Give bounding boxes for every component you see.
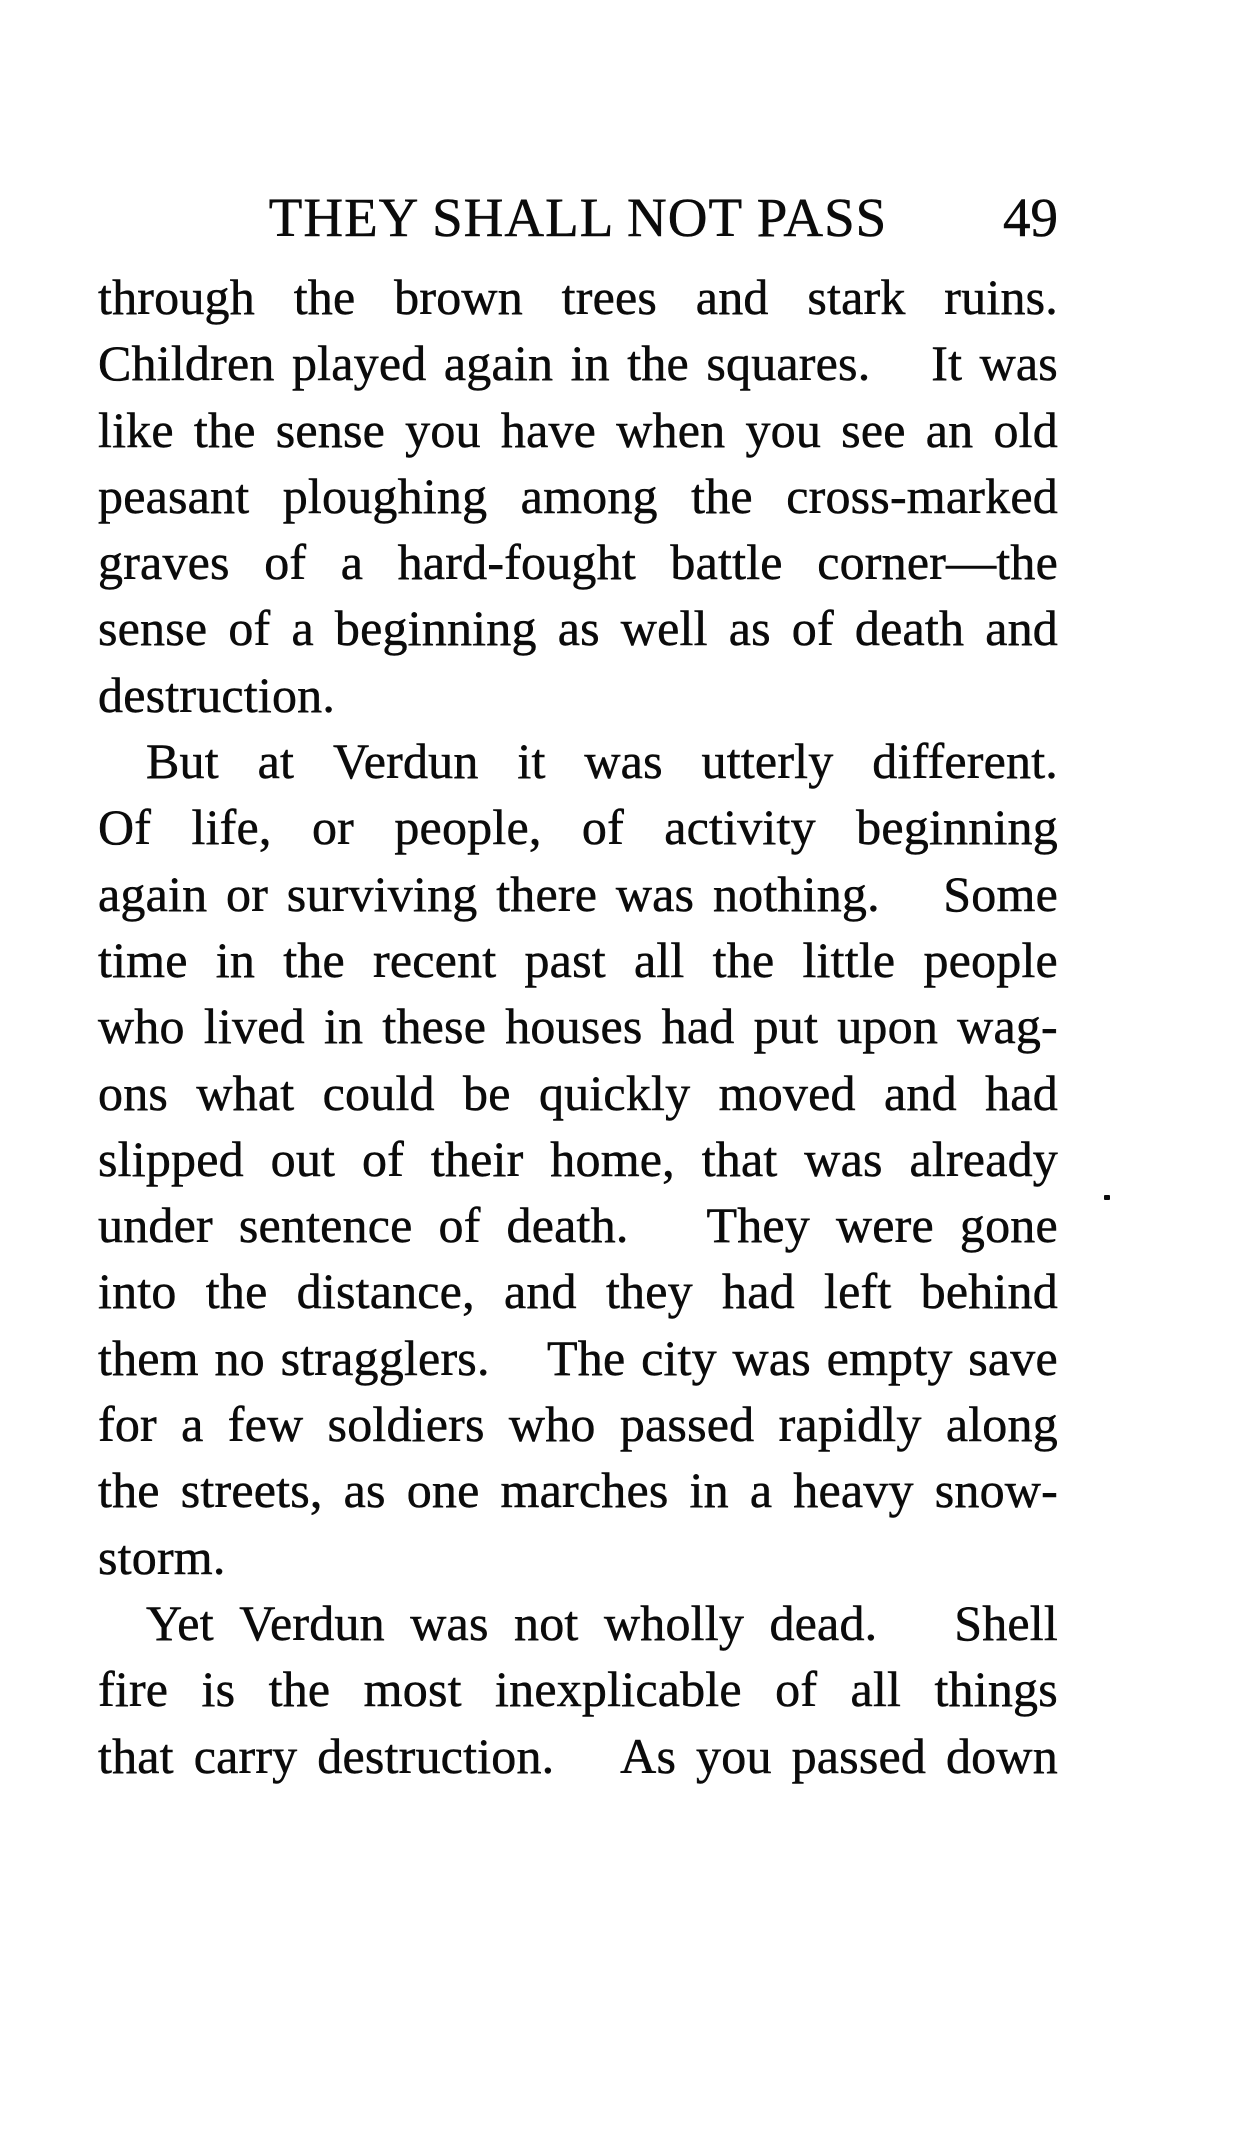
word: was [804,1130,883,1187]
word: was [979,335,1058,392]
word: these [382,998,487,1055]
word: heavy [793,1462,914,1519]
text-line [98,1126,1058,1192]
word: ruins. [944,269,1058,325]
word: see [841,401,906,458]
text-line [98,1656,1058,1722]
word: gone [959,1197,1058,1254]
word: a [181,1396,204,1453]
word: their [430,1130,524,1187]
word: It [931,335,963,392]
word: of [361,1130,405,1187]
word: home, [550,1130,675,1187]
word: could [322,1064,435,1121]
word: the [691,467,753,524]
text-line [98,1325,1058,1391]
word: played [291,335,427,392]
word: the [627,335,689,392]
word: trees [561,269,658,325]
sentence-gap [655,1192,681,1258]
word: and [985,600,1058,657]
word: was [732,1329,811,1386]
word: under [98,1197,213,1254]
word: streets, [180,1462,323,1519]
word: as [728,600,771,657]
word: of [264,534,307,591]
text-line [98,595,1058,661]
word: had [985,1064,1058,1121]
word: brown [394,269,523,325]
word: that [701,1130,778,1187]
word: was [410,1594,489,1651]
word: death [854,600,965,657]
word: at [257,733,295,790]
word: lived [203,998,305,1055]
word: well [620,600,708,657]
word: upon [837,998,939,1055]
word: But [146,733,219,790]
word: recent [373,931,497,988]
word: when [616,401,726,458]
sentence-gap [888,330,914,396]
word: Children [98,335,275,392]
word: empty [826,1329,953,1386]
text-line [98,1723,1058,1789]
word: a [340,534,364,591]
word: sense [98,600,208,657]
word: be [463,1064,511,1121]
word: already [909,1130,1058,1187]
word: life, [191,799,272,856]
word: quickly [538,1064,691,1121]
word: you [696,1727,772,1784]
word: was [615,865,695,922]
sentence-gap [505,1325,531,1391]
sentence-gap [903,1590,929,1656]
text-line [98,397,1058,463]
word: inexplicable [495,1661,742,1718]
word: different. [872,733,1058,790]
word: wag- [957,998,1058,1055]
word: destruction. [317,1727,555,1784]
word: stragglers. [280,1329,490,1386]
word: past [524,931,606,988]
word: sentence [238,1197,413,1254]
word: for [98,1396,157,1453]
text-line [98,861,1058,927]
word: Some [943,865,1058,922]
word: activity [664,799,816,856]
word: things [934,1661,1058,1718]
word: you [745,401,822,458]
word: along [945,1396,1058,1453]
word: and [503,1263,577,1320]
word: through [98,269,255,325]
word: an [925,401,974,458]
word: a [749,1462,773,1519]
word: as [557,600,600,657]
word: snow- [934,1462,1058,1519]
word: people [923,931,1058,988]
word: had [661,998,735,1055]
word: passed [791,1727,927,1784]
word: of [228,600,271,657]
word: as [343,1462,386,1519]
word: all [633,931,685,988]
word: surviving [286,865,478,922]
word: little [802,931,896,988]
word: rapidly [778,1396,922,1453]
text-line [98,463,1058,529]
word: squares. [706,335,871,392]
text-line [98,1258,1058,1324]
word: again [443,335,554,392]
word: or [311,799,355,856]
word: battle [670,534,783,591]
word: dead. [769,1594,878,1651]
word: had [722,1263,795,1320]
word: city [641,1329,717,1386]
word: in [215,931,256,988]
word: ons [98,1064,169,1121]
word: one [406,1462,480,1519]
word: houses [505,998,643,1055]
word: death. [506,1197,629,1254]
word: the [193,401,256,458]
word: They [706,1197,811,1254]
word: time [98,931,188,988]
word: was [584,733,663,790]
word: out [270,1130,336,1187]
sentence-gap [574,1723,600,1789]
word: were [835,1197,934,1254]
word: down [945,1727,1058,1784]
word: like [98,401,174,458]
text-line [98,1391,1058,1457]
word: the [293,269,356,325]
ink-speck-artifact [1104,1195,1110,1200]
word: peasant [98,467,250,524]
word: who [98,998,185,1055]
sentence-gap [899,861,925,927]
text-line [98,1192,1058,1258]
text-line [98,794,1058,860]
word: Verdun [332,733,479,790]
word: no [214,1329,265,1386]
word: left [824,1263,892,1320]
word: Verdun [239,1594,385,1651]
word: the [712,931,775,988]
word: marches [500,1462,669,1519]
word: cross-marked [786,467,1058,524]
text-line [98,529,1058,595]
word: is [201,1661,236,1718]
word: Yet [146,1594,214,1651]
word: in [689,1462,729,1519]
word: beginning [334,600,537,657]
word: and [884,1064,957,1121]
word: the [205,1263,268,1320]
word: the [98,1462,160,1519]
text-line [98,264,1058,330]
word: graves [98,534,230,591]
word: utterly [701,733,834,790]
word: in [323,998,364,1055]
word: or [226,865,269,922]
word: most [363,1661,462,1718]
word: stark [807,269,906,325]
text-line [98,1060,1058,1126]
word: put [753,998,819,1055]
word: fire [98,1661,169,1718]
word: and [695,269,769,325]
word: into [98,1263,177,1320]
word: Shell [954,1594,1058,1651]
word: corner—the [817,534,1058,591]
page-number: 49 [1003,187,1058,248]
word: that [98,1727,174,1784]
word: The [547,1329,626,1386]
page-body [98,264,1058,1789]
word: soldiers [327,1396,485,1453]
word: hard-fought [397,534,636,591]
word: what [196,1064,295,1121]
word: you [405,401,481,458]
word: who [508,1396,596,1453]
text-line [98,728,1058,794]
word: people, [394,799,542,856]
word: they [605,1263,693,1320]
word: there [496,865,598,922]
word: of [438,1197,481,1254]
word: it [517,733,546,790]
word: again [98,865,208,922]
word: wholly [603,1594,745,1651]
word: the [268,1661,331,1718]
word: beginning [856,799,1058,856]
word: the [283,931,345,988]
word: moved [718,1064,856,1121]
word: few [227,1396,304,1453]
word: of [791,600,834,657]
word: not [514,1594,579,1651]
text-line [98,1457,1058,1523]
word: sense [275,401,386,458]
text-line [98,993,1058,1059]
word: all [850,1661,902,1718]
word: among [520,467,658,524]
word: behind [920,1263,1058,1320]
word: of [775,1661,818,1718]
word: passed [619,1396,755,1453]
word: carry [193,1727,298,1784]
text-line: storm. [98,1528,226,1585]
word: save [968,1329,1058,1386]
word: distance, [296,1263,475,1320]
text-line [98,1590,1058,1656]
text-line [98,330,1058,396]
word: a [291,600,314,657]
word: have [500,401,597,458]
word: of [581,799,624,856]
word: As [620,1727,677,1784]
word: ploughing [282,467,488,524]
word: nothing. [712,865,880,922]
word: old [993,401,1058,458]
text-line [98,927,1058,993]
word: slipped [98,1130,244,1187]
word: them [98,1329,199,1386]
word: in [570,335,610,392]
page-header [98,188,1058,248]
running-title: THEY SHALL NOT PASS [268,187,888,248]
text-line: destruction. [98,666,336,723]
word: Of [98,799,152,856]
